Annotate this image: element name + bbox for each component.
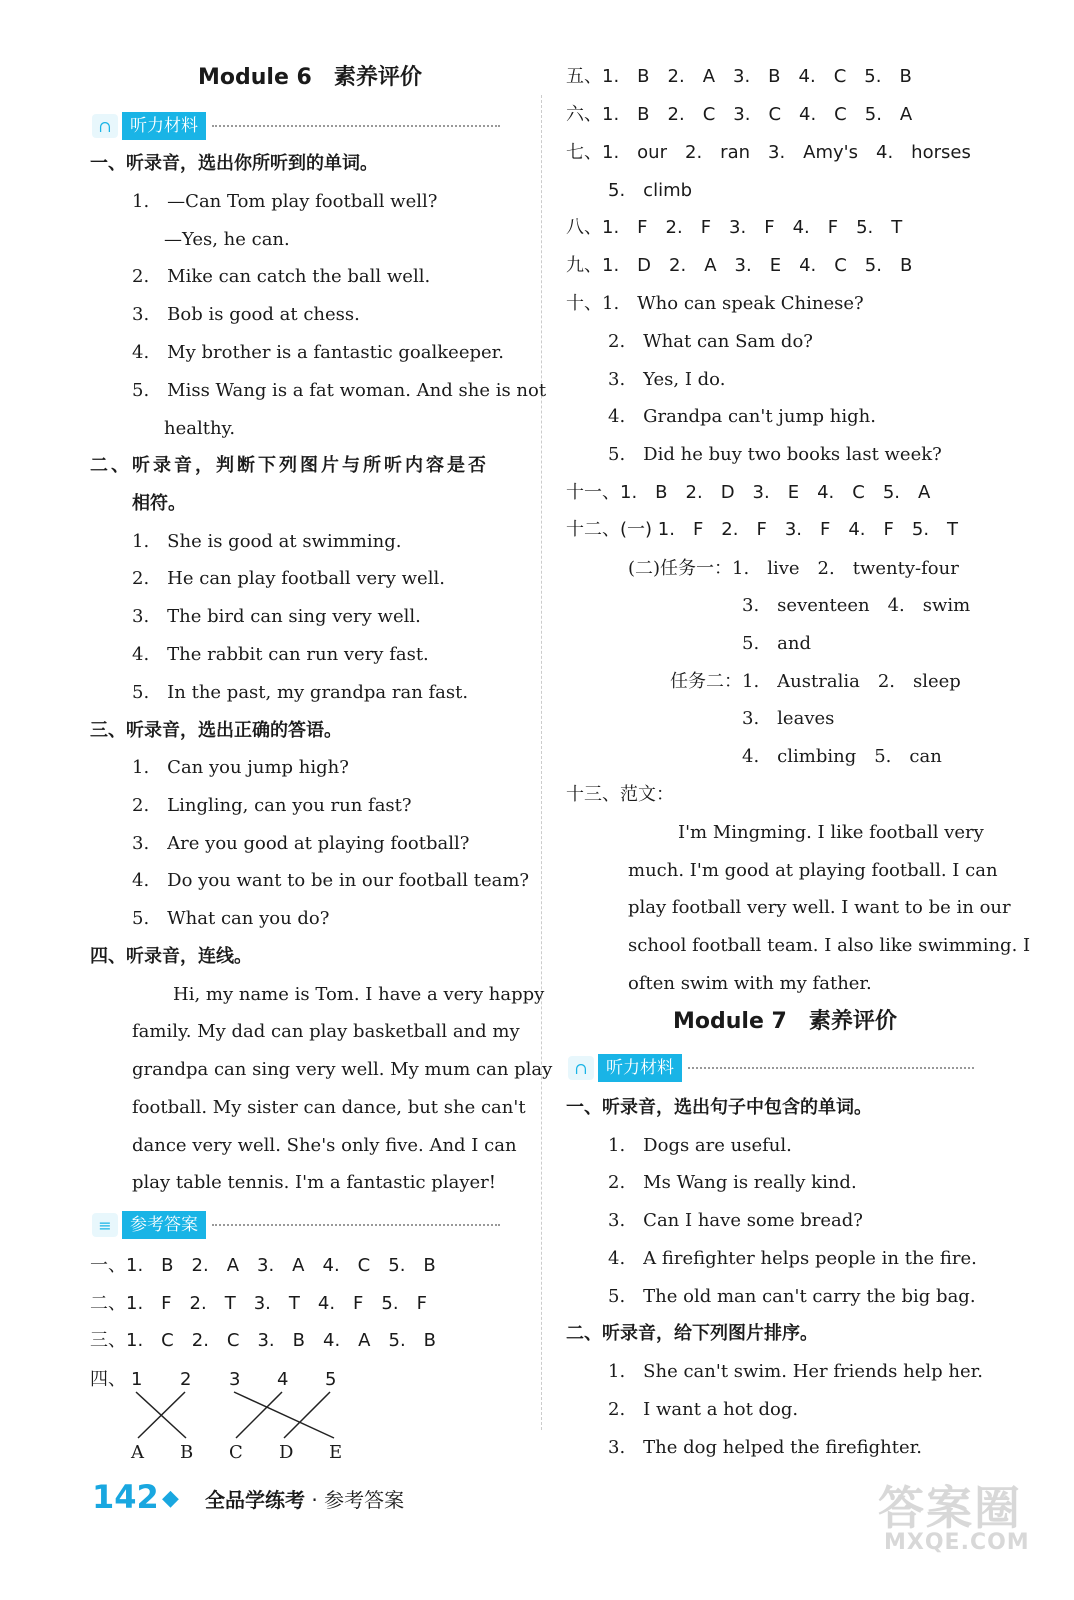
answer-row: 2. What can Sam do? [608,331,813,352]
answer-row: 5. climb [608,180,693,201]
list-icon: ≡ [92,1213,118,1237]
passage-line: football. My sister can dance, but she can't [132,1097,526,1118]
list-item: 2. Lingling, can you run fast? [132,795,412,816]
list-item: —Yes, he can. [164,229,290,250]
list-item: 5. What can you do? [132,908,330,929]
module7-title: Module 7 素养评价 [673,1009,897,1034]
answer-row: 九、1. D 2. A 3. E 4. C 5. B [566,255,913,276]
match-bottom-a: A [131,1442,144,1463]
essay-line: school football team. I also like swimming. I [628,935,1031,956]
match-bottom-b: B [180,1442,194,1463]
answer-row: (二)任务一：1. live 2. twenty-four [628,558,959,579]
list-item: 5. Miss Wang is a fat woman. And she is not [132,380,547,401]
essay-line: I'm Mingming. I like football very [678,822,984,843]
answer-row: 5. Did he buy two books last week? [608,444,942,465]
list-item: 5. The old man can't carry the big bag. [608,1286,976,1307]
passage-line: dance very well. She's only five. And I can [132,1135,517,1156]
answer-key-tag [92,1211,500,1239]
list-item: 1. She is good at swimming. [132,531,402,552]
answer-row: 十三、范文： [566,784,674,805]
book-title: 全品学练考 [205,1488,305,1512]
q1-heading: 一、听录音，选出你所听到的单词。 [90,153,378,174]
watermark-bottom: MXQE.COM [884,1530,1030,1555]
list-item: 4. My brother is a fantastic goalkeeper. [132,342,504,363]
watermark-top: 答案圈 [878,1481,1022,1535]
answer-row: 五、1. B 2. A 3. B 4. C 5. B [566,66,912,87]
list-item: 1. She can't swim. Her friends help her. [608,1361,983,1382]
list-item: 3. The dog helped the firefighter. [608,1437,922,1458]
match-top-2: 2 [180,1369,192,1390]
match-top-1: 1 [131,1369,143,1390]
answer-row: 任务二：1. Australia 2. sleep [670,671,961,692]
watermark-logo [878,1472,1030,1555]
essay-line: often swim with my father. [628,973,872,994]
list-item: 5. In the past, my grandpa ran fast. [132,682,469,703]
list-item: 1. —Can Tom play football well? [132,191,438,212]
match-bottom-c: C [229,1442,243,1463]
listening-material-tag-2 [568,1054,974,1082]
list-item: 3. Can I have some bread? [608,1210,863,1231]
answer-row: 三、1. C 2. C 3. B 4. A 5. B [90,1330,437,1351]
match-top-3: 3 [229,1369,241,1390]
dotted-rule [688,1067,974,1069]
listening-material-tag [92,112,500,140]
list-item: 4. Do you want to be in our football team? [132,870,530,891]
answer-row: 4. Grandpa can't jump high. [608,406,876,427]
tag-label: 参考答案 [122,1211,206,1239]
answer-row: 5. and [742,633,812,654]
tag-label: 听力材料 [598,1054,682,1082]
list-item: 3. Are you good at playing football? [132,833,470,854]
list-item: 1. Can you jump high? [132,757,349,778]
dotted-rule [212,125,500,127]
answer-row: 十二、(一) 1. F 2. F 3. F 4. F 5. T [566,519,959,540]
answer-row: 3. seventeen 4. swim [742,595,971,616]
answer-row: 4. climbing 5. can [742,746,942,767]
match-bottom-e: E [329,1442,343,1463]
list-item: 3. Bob is good at chess. [132,304,360,325]
headphone-icon: ∩ [568,1056,594,1080]
match-bottom-d: D [279,1442,294,1463]
answer-row: 十一、1. B 2. D 3. E 4. C 5. A [566,482,931,503]
answer-row: 十、1. Who can speak Chinese? [566,293,864,314]
passage-line: Hi, my name is Tom. I have a very happy [173,984,545,1005]
essay-line: play football very well. I want to be in our [628,897,1011,918]
q4-heading: 四、听录音，连线。 [90,946,252,967]
match-label: 四、 [90,1369,126,1390]
list-item: 3. The bird can sing very well. [132,606,421,627]
passage-line: grandpa can sing very well. My mum can play [132,1059,553,1080]
column-divider [541,95,542,1430]
answer-row: 一、1. B 2. A 3. A 4. C 5. B [90,1255,436,1276]
m7-q1-heading: 一、听录音，选出句子中包含的单词。 [566,1097,872,1118]
essay-line: much. I'm good at playing football. I can [628,860,998,881]
dotted-rule [212,1224,500,1226]
list-item: 1. Dogs are useful. [608,1135,792,1156]
list-item: 2. Mike can catch the ball well. [132,266,431,287]
answer-row: 六、1. B 2. C 3. C 4. C 5. A [566,104,913,125]
q3-heading: 三、听录音，选出正确的答语。 [90,720,342,741]
answer-row: 3. Yes, I do. [608,369,726,390]
diamond-icon: ◆ [162,1486,179,1511]
match-top-5: 5 [325,1369,337,1390]
page-number: 142 [92,1478,159,1516]
passage-line: play table tennis. I'm a fantastic player! [132,1172,496,1193]
matching-lines [120,1390,350,1442]
answer-row: 八、1. F 2. F 3. F 4. F 5. T [566,217,903,238]
list-item: 4. The rabbit can run very fast. [132,644,429,665]
list-item: 4. A firefighter helps people in the fire. [608,1248,977,1269]
tag-label: 听力材料 [122,112,206,140]
headphone-icon: ∩ [92,114,118,138]
module6-title: Module 6 素养评价 [198,65,422,90]
list-item: 2. He can play football very well. [132,568,445,589]
answer-row: 七、1. our 2. ran 3. Amy's 4. horses [566,142,971,163]
q2-heading: 二、听录音，判断下列图片与所听内容是否 [90,455,489,476]
q2-heading-cont: 相符。 [132,493,186,514]
m7-q2-heading: 二、听录音，给下列图片排序。 [566,1323,818,1344]
list-item: healthy. [164,418,236,439]
footer-title [205,1484,404,1513]
passage-line: family. My dad can play basketball and my [132,1021,520,1042]
footer-suffix: · 参考答案 [305,1488,405,1512]
list-item: 2. I want a hot dog. [608,1399,799,1420]
match-top-4: 4 [277,1369,289,1390]
answer-row: 3. leaves [742,708,835,729]
list-item: 2. Ms Wang is really kind. [608,1172,857,1193]
answer-row: 二、1. F 2. T 3. T 4. F 5. F [90,1293,427,1314]
